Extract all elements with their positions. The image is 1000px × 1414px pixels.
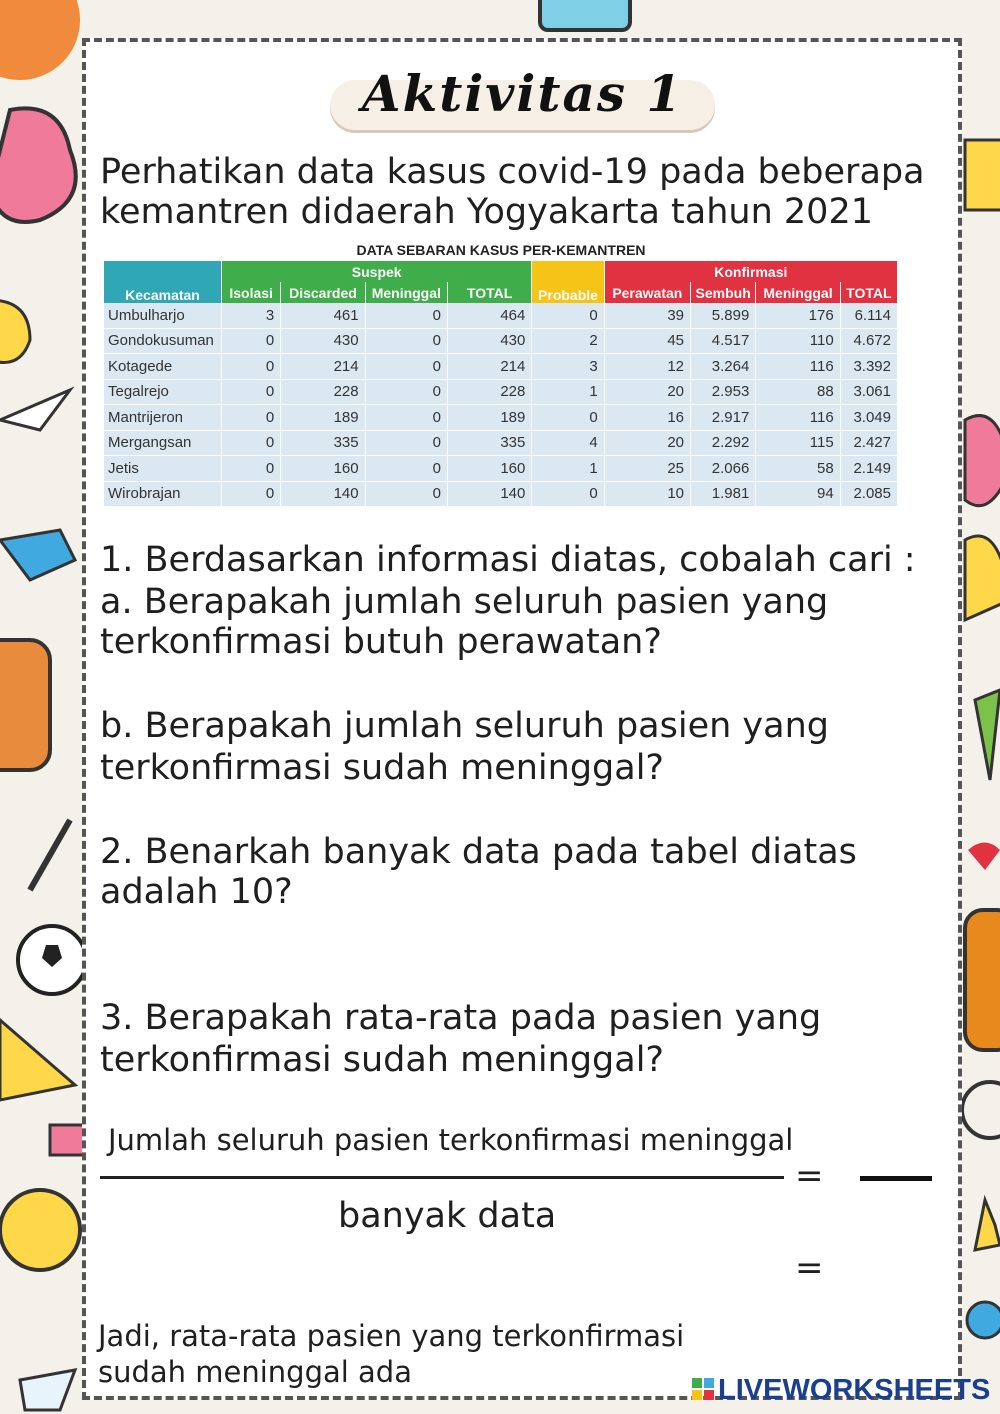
value-cell: 88	[756, 379, 840, 405]
value-cell: 58	[756, 456, 840, 482]
column-header: TOTAL	[840, 282, 897, 303]
value-cell: 6.114	[840, 303, 897, 328]
value-cell: 228	[447, 379, 531, 405]
kecamatan-cell: Mergangsan	[104, 430, 222, 456]
value-cell: 10	[604, 481, 690, 507]
kecamatan-cell: Jetis	[104, 456, 222, 482]
value-cell: 189	[281, 405, 365, 431]
value-cell: 0	[365, 430, 447, 456]
value-cell: 94	[756, 481, 840, 507]
value-cell: 2.953	[691, 379, 756, 405]
question-2-line-2: adalah 10?	[100, 872, 293, 912]
question-3-line-1: 3. Berapakah rata-rata pada pasien yang	[100, 998, 822, 1038]
value-cell: 1.981	[691, 481, 756, 507]
value-cell: 25	[604, 456, 690, 482]
kecamatan-cell: Gondokusuman	[104, 328, 222, 354]
value-cell: 0	[365, 303, 447, 328]
value-cell: 45	[604, 328, 690, 354]
value-cell: 2.292	[691, 430, 756, 456]
value-cell: 3.049	[840, 405, 897, 431]
value-cell: 116	[756, 354, 840, 380]
value-cell: 0	[365, 405, 447, 431]
formula-denominator: banyak data	[338, 1196, 557, 1236]
column-header: Meninggal	[365, 282, 447, 303]
value-cell: 140	[281, 481, 365, 507]
value-cell: 39	[604, 303, 690, 328]
fraction-line	[100, 1176, 784, 1179]
question-1a-line-2: terkonfirmasi butuh perawatan?	[100, 622, 662, 662]
equals-sign-1: =	[795, 1156, 824, 1196]
value-cell: 2.085	[840, 481, 897, 507]
value-cell: 0	[532, 481, 604, 507]
value-cell: 12	[604, 354, 690, 380]
value-cell: 1	[532, 379, 604, 405]
table-body	[104, 303, 898, 507]
value-cell: 110	[756, 328, 840, 354]
column-header: TOTAL	[447, 282, 531, 303]
value-cell: 3	[222, 303, 281, 328]
table-row	[104, 354, 898, 380]
question-3-line-2: terkonfirmasi sudah meninggal?	[100, 1040, 664, 1080]
question-1a-line-1: a. Berapakah jumlah seluruh pasien yang	[100, 582, 829, 622]
value-cell: 189	[447, 405, 531, 431]
value-cell: 0	[365, 328, 447, 354]
value-cell: 3	[532, 354, 604, 380]
value-cell: 214	[281, 354, 365, 380]
value-cell: 0	[532, 303, 604, 328]
value-cell: 0	[222, 430, 281, 456]
conclusion-line-2: sudah meninggal ada	[98, 1355, 412, 1389]
table-row	[104, 481, 898, 507]
value-cell: 0	[365, 354, 447, 380]
value-cell: 140	[447, 481, 531, 507]
answer-blank[interactable]	[860, 1176, 932, 1181]
value-cell: 4.672	[840, 328, 897, 354]
value-cell: 0	[222, 354, 281, 380]
kecamatan-cell: Umbulharjo	[104, 303, 222, 328]
value-cell: 214	[447, 354, 531, 380]
column-header: Meninggal	[756, 282, 840, 303]
value-cell: 3.264	[691, 354, 756, 380]
value-cell: 4.517	[691, 328, 756, 354]
value-cell: 0	[222, 405, 281, 431]
table-row	[104, 379, 898, 405]
value-cell: 0	[222, 456, 281, 482]
question-1: 1. Berdasarkan informasi diatas, cobalah cari :	[100, 540, 916, 580]
question-1b-line-2: terkonfirmasi sudah meninggal?	[100, 748, 664, 788]
value-cell: 2	[532, 328, 604, 354]
value-cell: 176	[756, 303, 840, 328]
column-header: Perawatan	[604, 282, 690, 303]
value-cell: 3.392	[840, 354, 897, 380]
value-cell: 5.899	[691, 303, 756, 328]
table-row	[104, 328, 898, 354]
kecamatan-cell: Tegalrejo	[104, 379, 222, 405]
value-cell: 464	[447, 303, 531, 328]
value-cell: 0	[222, 481, 281, 507]
value-cell: 2.066	[691, 456, 756, 482]
value-cell: 2.149	[840, 456, 897, 482]
formula-numerator: Jumlah seluruh pasien terkonfirmasi meninggal	[108, 1123, 794, 1157]
value-cell: 160	[281, 456, 365, 482]
table-row	[104, 303, 898, 328]
value-cell: 1	[532, 456, 604, 482]
value-cell: 430	[281, 328, 365, 354]
covid-data-table	[104, 261, 898, 507]
kecamatan-cell: Wirobrajan	[104, 481, 222, 507]
value-cell: 16	[604, 405, 690, 431]
value-cell: 0	[222, 379, 281, 405]
question-1b-line-1: b. Berapakah jumlah seluruh pasien yang	[100, 706, 829, 746]
value-cell: 0	[532, 405, 604, 431]
table-row	[104, 430, 898, 456]
value-cell: 430	[447, 328, 531, 354]
value-cell: 4	[532, 430, 604, 456]
intro-line-1: Perhatikan data kasus covid-19 pada beberapa	[100, 152, 925, 192]
value-cell: 461	[281, 303, 365, 328]
header-suspek: Suspek	[222, 261, 532, 282]
value-cell: 116	[756, 405, 840, 431]
value-cell: 20	[604, 379, 690, 405]
question-2-line-1: 2. Benarkah banyak data pada tabel diatas	[100, 832, 857, 872]
conclusion-line-1: Jadi, rata-rata pasien yang terkonfirmasi	[98, 1319, 685, 1353]
value-cell: 335	[281, 430, 365, 456]
value-cell: 0	[365, 456, 447, 482]
equals-sign-2: =	[795, 1248, 824, 1288]
value-cell: 2.917	[691, 405, 756, 431]
kecamatan-cell: Mantrijeron	[104, 405, 222, 431]
value-cell: 115	[756, 430, 840, 456]
header-probable: Probable	[532, 261, 604, 303]
kecamatan-cell: Kotagede	[104, 354, 222, 380]
table-caption: DATA SEBARAN KASUS PER-KEMANTREN	[356, 242, 646, 258]
value-cell: 160	[447, 456, 531, 482]
column-header: Discarded	[281, 282, 365, 303]
column-header: Isolasi	[222, 282, 281, 303]
footer-brand: LIVEWORKSHEETS	[718, 1374, 991, 1406]
value-cell: 335	[447, 430, 531, 456]
value-cell: 2.427	[840, 430, 897, 456]
value-cell: 0	[222, 328, 281, 354]
value-cell: 228	[281, 379, 365, 405]
page-title: Aktivitas 1	[361, 64, 684, 123]
value-cell: 0	[365, 481, 447, 507]
value-cell: 3.061	[840, 379, 897, 405]
liveworksheets-logo-icon	[692, 1378, 714, 1400]
value-cell: 20	[604, 430, 690, 456]
intro-line-2: kemantren didaerah Yogyakarta tahun 2021	[100, 192, 873, 232]
value-cell: 0	[365, 379, 447, 405]
column-header: Sembuh	[691, 282, 756, 303]
header-konfirmasi: Konfirmasi	[604, 261, 897, 282]
table-row	[104, 456, 898, 482]
header-kecamatan: Kecamatan	[104, 261, 222, 303]
table-row	[104, 405, 898, 431]
